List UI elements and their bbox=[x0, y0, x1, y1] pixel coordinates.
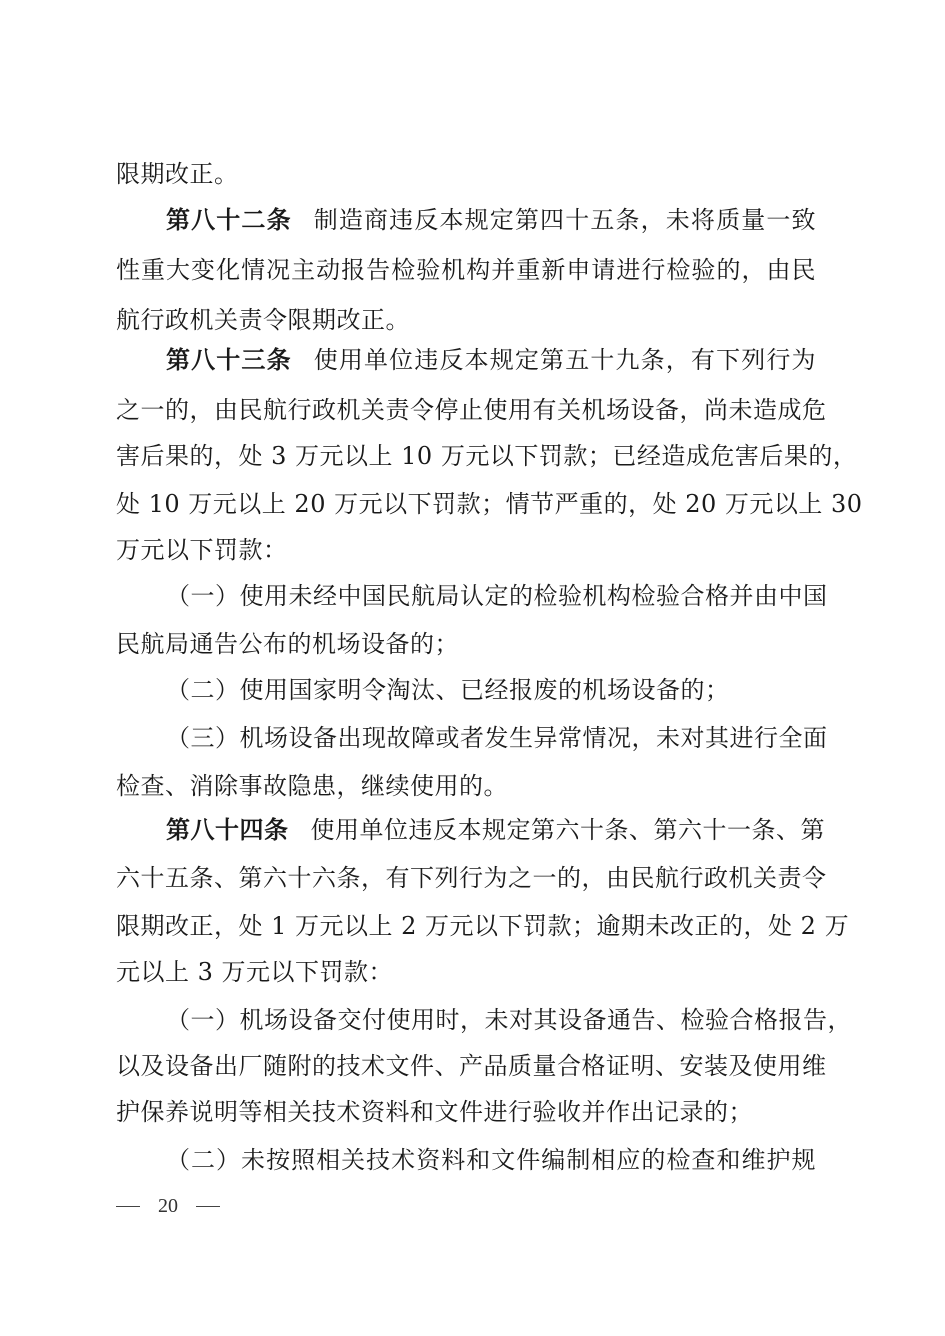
paragraph-line: 限期改正，处 1 万元以上 2 万元以下罚款；逾期未改正的，处 2 万 bbox=[116, 912, 850, 940]
list-item-line: （二）使用国家明令淘汰、已经报废的机场设备的； bbox=[166, 676, 730, 704]
paragraph-line: 民航局通告公布的机场设备的； bbox=[116, 630, 459, 658]
list-item-line: （二）未按照相关技术资料和文件编制相应的检查和维护规 bbox=[166, 1146, 816, 1174]
page-number: 20 bbox=[158, 1195, 178, 1217]
paragraph-line: 万元以下罚款： bbox=[116, 536, 288, 564]
footer-dash-left bbox=[116, 1206, 140, 1207]
article-82-first-line: 第八十二条 制造商违反本规定第四十五条，未将质量一致 bbox=[166, 206, 817, 234]
article-84-first-line: 第八十四条 使用单位违反本规定第六十条、第六十一条、第 bbox=[166, 816, 825, 844]
paragraph-line: 航行政机关责令限期改正。 bbox=[116, 306, 410, 334]
paragraph-line: 六十五条、第六十六条，有下列行为之一的，由民航行政机关责令 bbox=[116, 864, 827, 892]
article-83-first-line: 第八十三条 使用单位违反本规定第五十九条，有下列行为 bbox=[166, 346, 817, 374]
paragraph-line: 元以上 3 万元以下罚款： bbox=[116, 958, 394, 986]
list-item-line: （三）机场设备出现故障或者发生异常情况，未对其进行全面 bbox=[166, 724, 828, 752]
paragraph-line: 检查、消除事故隐患，继续使用的。 bbox=[116, 772, 508, 800]
paragraph-line: 处 10 万元以上 20 万元以下罚款；情节严重的，处 20 万元以上 30 bbox=[116, 490, 863, 518]
paragraph-line: 之一的，由民航行政机关责令停止使用有关机场设备，尚未造成危 bbox=[116, 396, 827, 424]
footer-dash-right bbox=[196, 1206, 220, 1207]
page-footer bbox=[116, 1188, 220, 1222]
list-item-line: （一）使用未经中国民航局认定的检验机构检验合格并由中国 bbox=[166, 582, 828, 610]
article-heading: 第八十三条 bbox=[166, 346, 292, 374]
paragraph-line: 害后果的，处 3 万元以上 10 万元以下罚款；已经造成危害后果的， bbox=[116, 442, 858, 470]
paragraph-line: 限期改正。 bbox=[116, 160, 239, 188]
article-heading: 第八十二条 bbox=[166, 206, 292, 234]
paragraph-line: 以及设备出厂随附的技术文件、产品质量合格证明、安装及使用维 bbox=[116, 1052, 827, 1080]
list-item-line: （一）机场设备交付使用时，未对其设备通告、检验合格报告， bbox=[166, 1006, 852, 1034]
paragraph-line: 性重大变化情况主动报告检验机构并重新申请进行检验的，由民 bbox=[116, 256, 816, 284]
paragraph-line: 护保养说明等相关技术资料和文件进行验收并作出记录的； bbox=[116, 1098, 753, 1126]
article-heading: 第八十四条 bbox=[166, 816, 289, 844]
